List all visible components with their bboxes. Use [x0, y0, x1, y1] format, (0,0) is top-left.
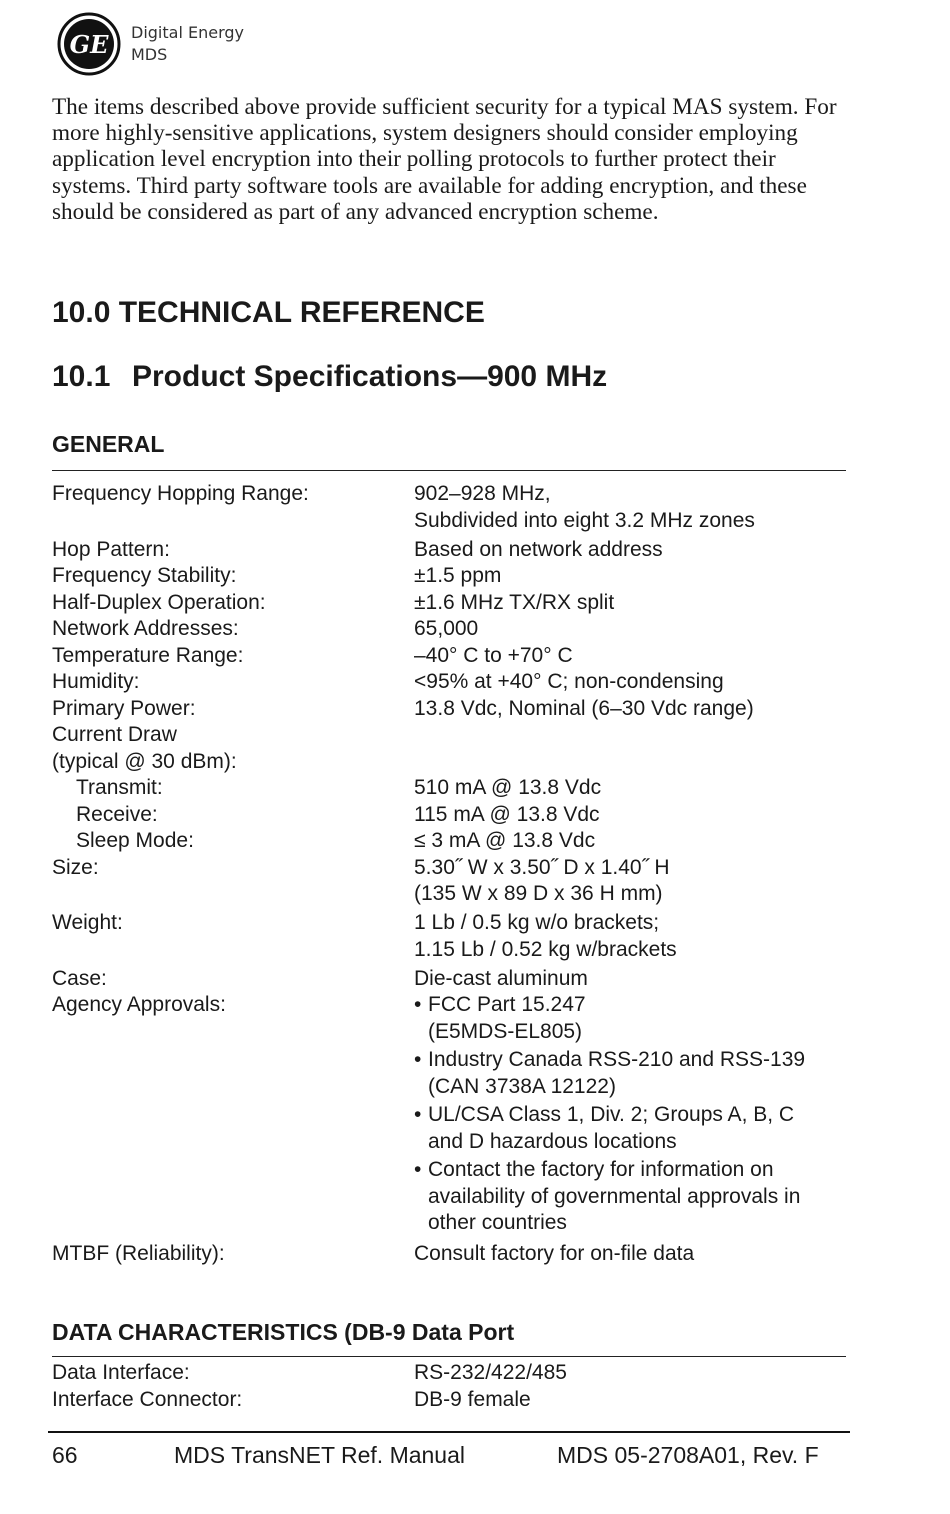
- approval-bullet: [414, 992, 852, 1045]
- approval-text: [428, 992, 852, 1045]
- spec-value: [414, 616, 852, 643]
- intro-paragraph: The items described above provide sufficient security for a typical MAS system. For more highly-sensitive applications, system designers should consider employing application level encryption into their polling protocols to further protect their systems. Third party software tools are available for adding encryption, and these should be considered as part of any advanced encryption scheme.: [52, 94, 837, 225]
- bullet-dot: •: [414, 1158, 422, 1181]
- spec-value: [414, 910, 852, 963]
- spec-value-line: [414, 722, 852, 749]
- spec-value: [414, 855, 852, 908]
- approval-line: FCC Part 15.247: [428, 993, 586, 1016]
- spec-label: Current Draw: [52, 723, 177, 746]
- approval-line: (E5MDS-EL805): [428, 1019, 583, 1043]
- bullet-dot: •: [414, 993, 422, 1016]
- spec-value: [414, 696, 852, 723]
- bullet-dot: •: [414, 1048, 422, 1071]
- spec-row: [52, 616, 852, 643]
- spec-value-line: 1.15 Lb / 0.52 kg w/brackets: [414, 937, 677, 961]
- ge-monogram-icon: [57, 12, 121, 76]
- data-characteristics-spec-table: [52, 1360, 852, 1413]
- spec-row: [52, 563, 852, 590]
- spec-row: [52, 966, 852, 993]
- approval-line: and D hazardous locations: [428, 1129, 677, 1153]
- approval-line: (CAN 3738A 12122): [428, 1074, 616, 1098]
- spec-row: [52, 481, 852, 534]
- spec-label: Half-Duplex Operation:: [52, 590, 266, 614]
- approval-bullet: [414, 1102, 852, 1155]
- approval-line: Contact the factory for information on: [428, 1158, 774, 1181]
- spec-label: Sleep Mode:: [76, 829, 194, 852]
- spec-label: Primary Power:: [52, 696, 196, 720]
- logo-line-digital-energy: Digital Energy: [131, 23, 244, 42]
- approval-bullet: [414, 1047, 852, 1100]
- spec-label: Receive:: [76, 802, 158, 826]
- general-rule: [52, 470, 846, 471]
- spec-label: Hop Pattern:: [52, 537, 170, 561]
- spec-row: [52, 643, 852, 670]
- spec-row: [52, 1360, 852, 1387]
- approval-text: [428, 1047, 852, 1100]
- spec-value: [414, 992, 852, 1239]
- spec-row: [52, 992, 852, 1239]
- spec-value-line: RS-232/422/485: [414, 1361, 567, 1384]
- spec-value-line: ±1.5 ppm: [414, 564, 502, 587]
- spec-row: [52, 590, 852, 617]
- spec-row: [52, 669, 852, 696]
- approval-line: UL/CSA Class 1, Div. 2; Groups A, B, C: [428, 1103, 795, 1126]
- spec-value: [414, 828, 852, 855]
- spec-row: [52, 910, 852, 963]
- spec-value: [414, 802, 852, 829]
- spec-value-line: (135 W x 89 D x 36 H mm): [414, 882, 663, 905]
- spec-value-line: ±1.6 MHz TX/RX split: [414, 590, 615, 614]
- approval-line: Industry Canada RSS-210 and RSS-139: [428, 1048, 806, 1071]
- spec-value-line: 510 mA @ 13.8 Vdc: [414, 776, 602, 799]
- section-heading-text: Product Specifications—900 MHz: [132, 360, 608, 393]
- spec-value: [414, 1360, 852, 1387]
- spec-value-line: Consult factory for on-file data: [414, 1242, 695, 1265]
- section-title: [52, 360, 607, 394]
- spec-value: [414, 722, 852, 749]
- spec-row: [52, 775, 852, 802]
- spec-label: Case:: [52, 966, 107, 990]
- spec-value: [414, 643, 852, 670]
- spec-value-line: ≤ 3 mA @ 13.8 Vdc: [414, 829, 596, 852]
- spec-label: MTBF (Reliability):: [52, 1242, 225, 1265]
- spec-value-line: 902–928 MHz,: [414, 482, 551, 505]
- approval-line: other countries: [428, 1211, 567, 1234]
- spec-row: [52, 1387, 852, 1414]
- spec-value-line: Subdivided into eight 3.2 MHz zones: [414, 508, 755, 532]
- spec-value-line: 65,000: [414, 617, 479, 640]
- spec-value-line: 115 mA @ 13.8 Vdc: [414, 802, 600, 826]
- approval-text: [428, 1102, 852, 1155]
- general-spec-table: [52, 481, 852, 1268]
- spec-label: Frequency Stability:: [52, 564, 237, 587]
- page-number: 66: [52, 1442, 78, 1468]
- spec-label: Temperature Range:: [52, 643, 244, 667]
- section-number: 10.1: [52, 360, 111, 393]
- spec-label: Transmit:: [76, 776, 163, 799]
- spec-label: Frequency Hopping Range:: [52, 482, 309, 505]
- data-characteristics-rule: [52, 1356, 846, 1357]
- document-number: MDS 05-2708A01, Rev. F: [557, 1442, 819, 1468]
- spec-value-line: 13.8 Vdc, Nominal (6–30 Vdc range): [414, 696, 754, 720]
- spec-row: [52, 828, 852, 855]
- page-footer: [52, 1442, 842, 1469]
- spec-value-line: DB-9 female: [414, 1387, 531, 1411]
- general-heading: GENERAL: [52, 431, 165, 457]
- spec-label: (typical @ 30 dBm):: [52, 749, 237, 773]
- spec-row: [52, 855, 852, 908]
- spec-row: [52, 1241, 852, 1268]
- spec-value: [414, 966, 852, 993]
- bullet-dot: •: [414, 1103, 422, 1126]
- spec-value: [414, 1241, 852, 1268]
- spec-label: Network Addresses:: [52, 617, 239, 640]
- spec-value: [414, 669, 852, 696]
- spec-value: [414, 749, 852, 776]
- spec-row: [52, 802, 852, 829]
- approval-line: availability of governmental approvals in: [428, 1184, 801, 1208]
- spec-value: [414, 537, 852, 564]
- spec-value-line: [414, 749, 852, 776]
- data-characteristics-heading: DATA CHARACTERISTICS (DB-9 Data Port: [52, 1319, 515, 1345]
- spec-value-line: 5.30˝ W x 3.50˝ D x 1.40˝ H: [414, 855, 670, 879]
- logo-wordmark: [131, 22, 244, 66]
- spec-row: [52, 749, 852, 776]
- approval-bullet: [414, 1157, 852, 1237]
- spec-value: [414, 481, 852, 534]
- spec-row: [52, 722, 852, 749]
- spec-label: Data Interface:: [52, 1361, 190, 1384]
- ge-logo: [57, 12, 244, 76]
- spec-label: Interface Connector:: [52, 1387, 243, 1411]
- svg-text:GE: GE: [69, 30, 109, 59]
- chapter-title: 10.0 TECHNICAL REFERENCE: [52, 296, 485, 329]
- spec-label: Weight:: [52, 911, 123, 934]
- spec-value: [414, 563, 852, 590]
- spec-value: [414, 1387, 852, 1414]
- spec-value-line: –40° C to +70° C: [414, 643, 573, 667]
- spec-row: [52, 537, 852, 564]
- spec-value: [414, 590, 852, 617]
- spec-value-line: 1 Lb / 0.5 kg w/o brackets;: [414, 911, 660, 934]
- logo-line-mds: MDS: [131, 45, 168, 64]
- manual-title: MDS TransNET Ref. Manual: [174, 1442, 466, 1468]
- spec-label: Size:: [52, 855, 99, 879]
- spec-value-line: Based on network address: [414, 537, 663, 561]
- spec-label: Agency Approvals:: [52, 993, 226, 1016]
- spec-value-line: <95% at +40° C; non-condensing: [414, 670, 724, 693]
- spec-value-line: Die-cast aluminum: [414, 966, 588, 990]
- approval-text: [428, 1157, 852, 1237]
- spec-row: [52, 696, 852, 723]
- spec-label: Humidity:: [52, 670, 140, 693]
- footer-rule: [48, 1431, 850, 1433]
- spec-value: [414, 775, 852, 802]
